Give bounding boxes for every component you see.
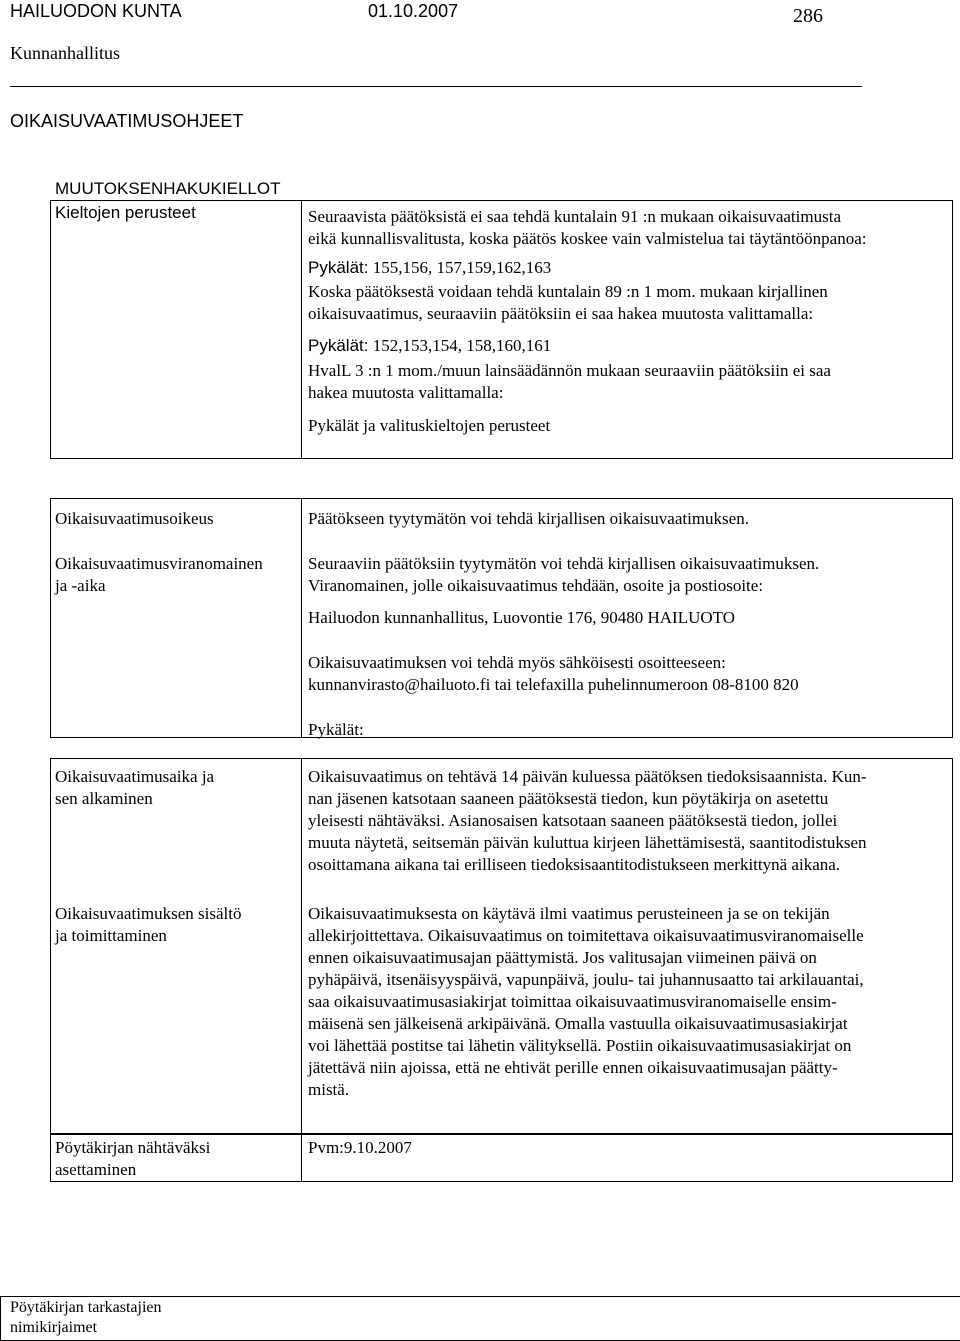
page-title: OIKAISUVAATIMUSOHJEET (10, 111, 244, 131)
electronic-submission-text: Oikaisuvaatimuksen voi tehdä myös sähköisesti osoitteeseen: kunnanvirasto@hailuoto.fi tai telefaxilla puhelinnumeroon 08-8100 820 (308, 653, 799, 694)
authority-address: Hailuodon kunnanhallitus, Luovontie 176, 90480 HAILUOTO (308, 608, 736, 627)
posting-column-divider (301, 1134, 302, 1182)
header-divider (10, 86, 862, 87)
document-date: 01.10.2007 (368, 1, 459, 21)
prohibitions-label: Kieltojen perusteet (55, 203, 196, 222)
prohibitions-heading: MUUTOKSENHAKUKIELLOT (55, 179, 281, 198)
rectification-time-label: Oikaisuvaatimusaika ja sen alkaminen (55, 767, 215, 808)
prohibitions-footer: Pykälät ja valituskieltojen perusteet (308, 416, 551, 435)
authority-text: Seuraaviin päätöksiin tyytymätön voi tehdä kirjallisen oikaisuvaatimuksen. Viranomainen, jolle oikaisuvaatimus tehdään, osoite ja postiosoite: (308, 554, 820, 595)
rectification-column-divider (301, 498, 302, 738)
right-to-rectify-text: Päätökseen tyytymätön voi tehdä kirjallisen oikaisuvaatimuksen. (308, 509, 749, 528)
inspectors-initials-label: Pöytäkirjan tarkastajien nimikirjaimet (10, 1299, 162, 1336)
appeal-prohibition-text: Koska päätöksestä voidaan tehdä kuntalain 89 :n 1 mom. mukaan kirjallinen oikaisuvaatimus, seuraaviin päätöksiin ei saa hakea muutosta valittamalla: (308, 282, 828, 323)
right-to-rectify-label: Oikaisuvaatimusoikeus (55, 509, 214, 528)
pykalat-row-2: Pykälät: 152,153,154, 158,160,161 (308, 336, 552, 355)
rectification-time-text: Oikaisuvaatimus on tehtävä 14 päivän kuluessa päätöksen tiedoksisaannista. Kun- nan jäsenen katsotaan saaneen päätöksestä tiedon, kun pöytäkirja on asetettu yleisesti nähtäväksi. Asianosaisen katsotaan saaneen päätöksestä tiedon, jollei muuta näytetä, seitsemän päivän kuluttua kirjeen lähettämisestä, saantitodistuksen osoittamana aikana tai erilliseen tiedoksisaantitodistukseen merkittynä aikana. (308, 767, 867, 874)
authority-label: Oikaisuvaatimusviranomainen ja -aika (55, 554, 263, 595)
posting-label: Pöytäkirjan nähtäväksi asettaminen (55, 1138, 211, 1179)
posting-date: Pvm:9.10.2007 (308, 1138, 412, 1157)
pykalat-label: Pykälät: (308, 720, 364, 739)
time-content-column-divider (301, 758, 302, 1134)
rectification-content-text: Oikaisuvaatimuksesta on käytävä ilmi vaatimus perusteineen ja se on tekijän allekirjoittettava. Oikaisuvaatimus on toimitettava oikaisuvaatimusviranomaiselle ennen oikaisuvaatimusajan päättymistä. Jos valitusajan viimeinen päivä on pyhäpäivä, itsenäisyyspäivä, vapunpäivä, joulu- tai juhannusaatto tai arkilauantai, saa oikaisuvaatimusasiakirjat toimittaa oikaisuvaatimusviranomaiselle ensim- mäisenä sen jälkeisenä arkipäivänä. Omalla vastuulla oikaisuvaatimusasiakirjat voi lähettää postitse tai lähetin välityksellä. Postiin oikaisuvaatimusasiakirjat on jätettävä niin ajoissa, että ne ehtivät perille ennen oikaisuvaatimusajan päätty- mistä. (308, 904, 864, 1099)
municipality-name: HAILUODON KUNTA (10, 1, 182, 21)
prohibitions-intro: Seuraavista päätöksistä ei saa tehdä kuntalain 91 :n mukaan oikaisuvaatimusta eikä kunnallisvalitusta, koska päätös koskee vain valmistelua tai täytäntöönpanoa: (308, 207, 867, 248)
page-number: 286 (793, 5, 823, 27)
pykalat-row-1: Pykälät: 155,156, 157,159,162,163 (308, 258, 552, 277)
council-name: Kunnanhallitus (10, 43, 120, 63)
prohibitions-column-divider (301, 200, 302, 459)
rectification-content-label: Oikaisuvaatimuksen sisältö ja toimittaminen (55, 904, 242, 945)
hvall-text: HvalL 3 :n 1 mom./muun lainsäädännön mukaan seuraaviin päätöksiin ei saa hakea muutosta valittamalla: (308, 361, 831, 402)
